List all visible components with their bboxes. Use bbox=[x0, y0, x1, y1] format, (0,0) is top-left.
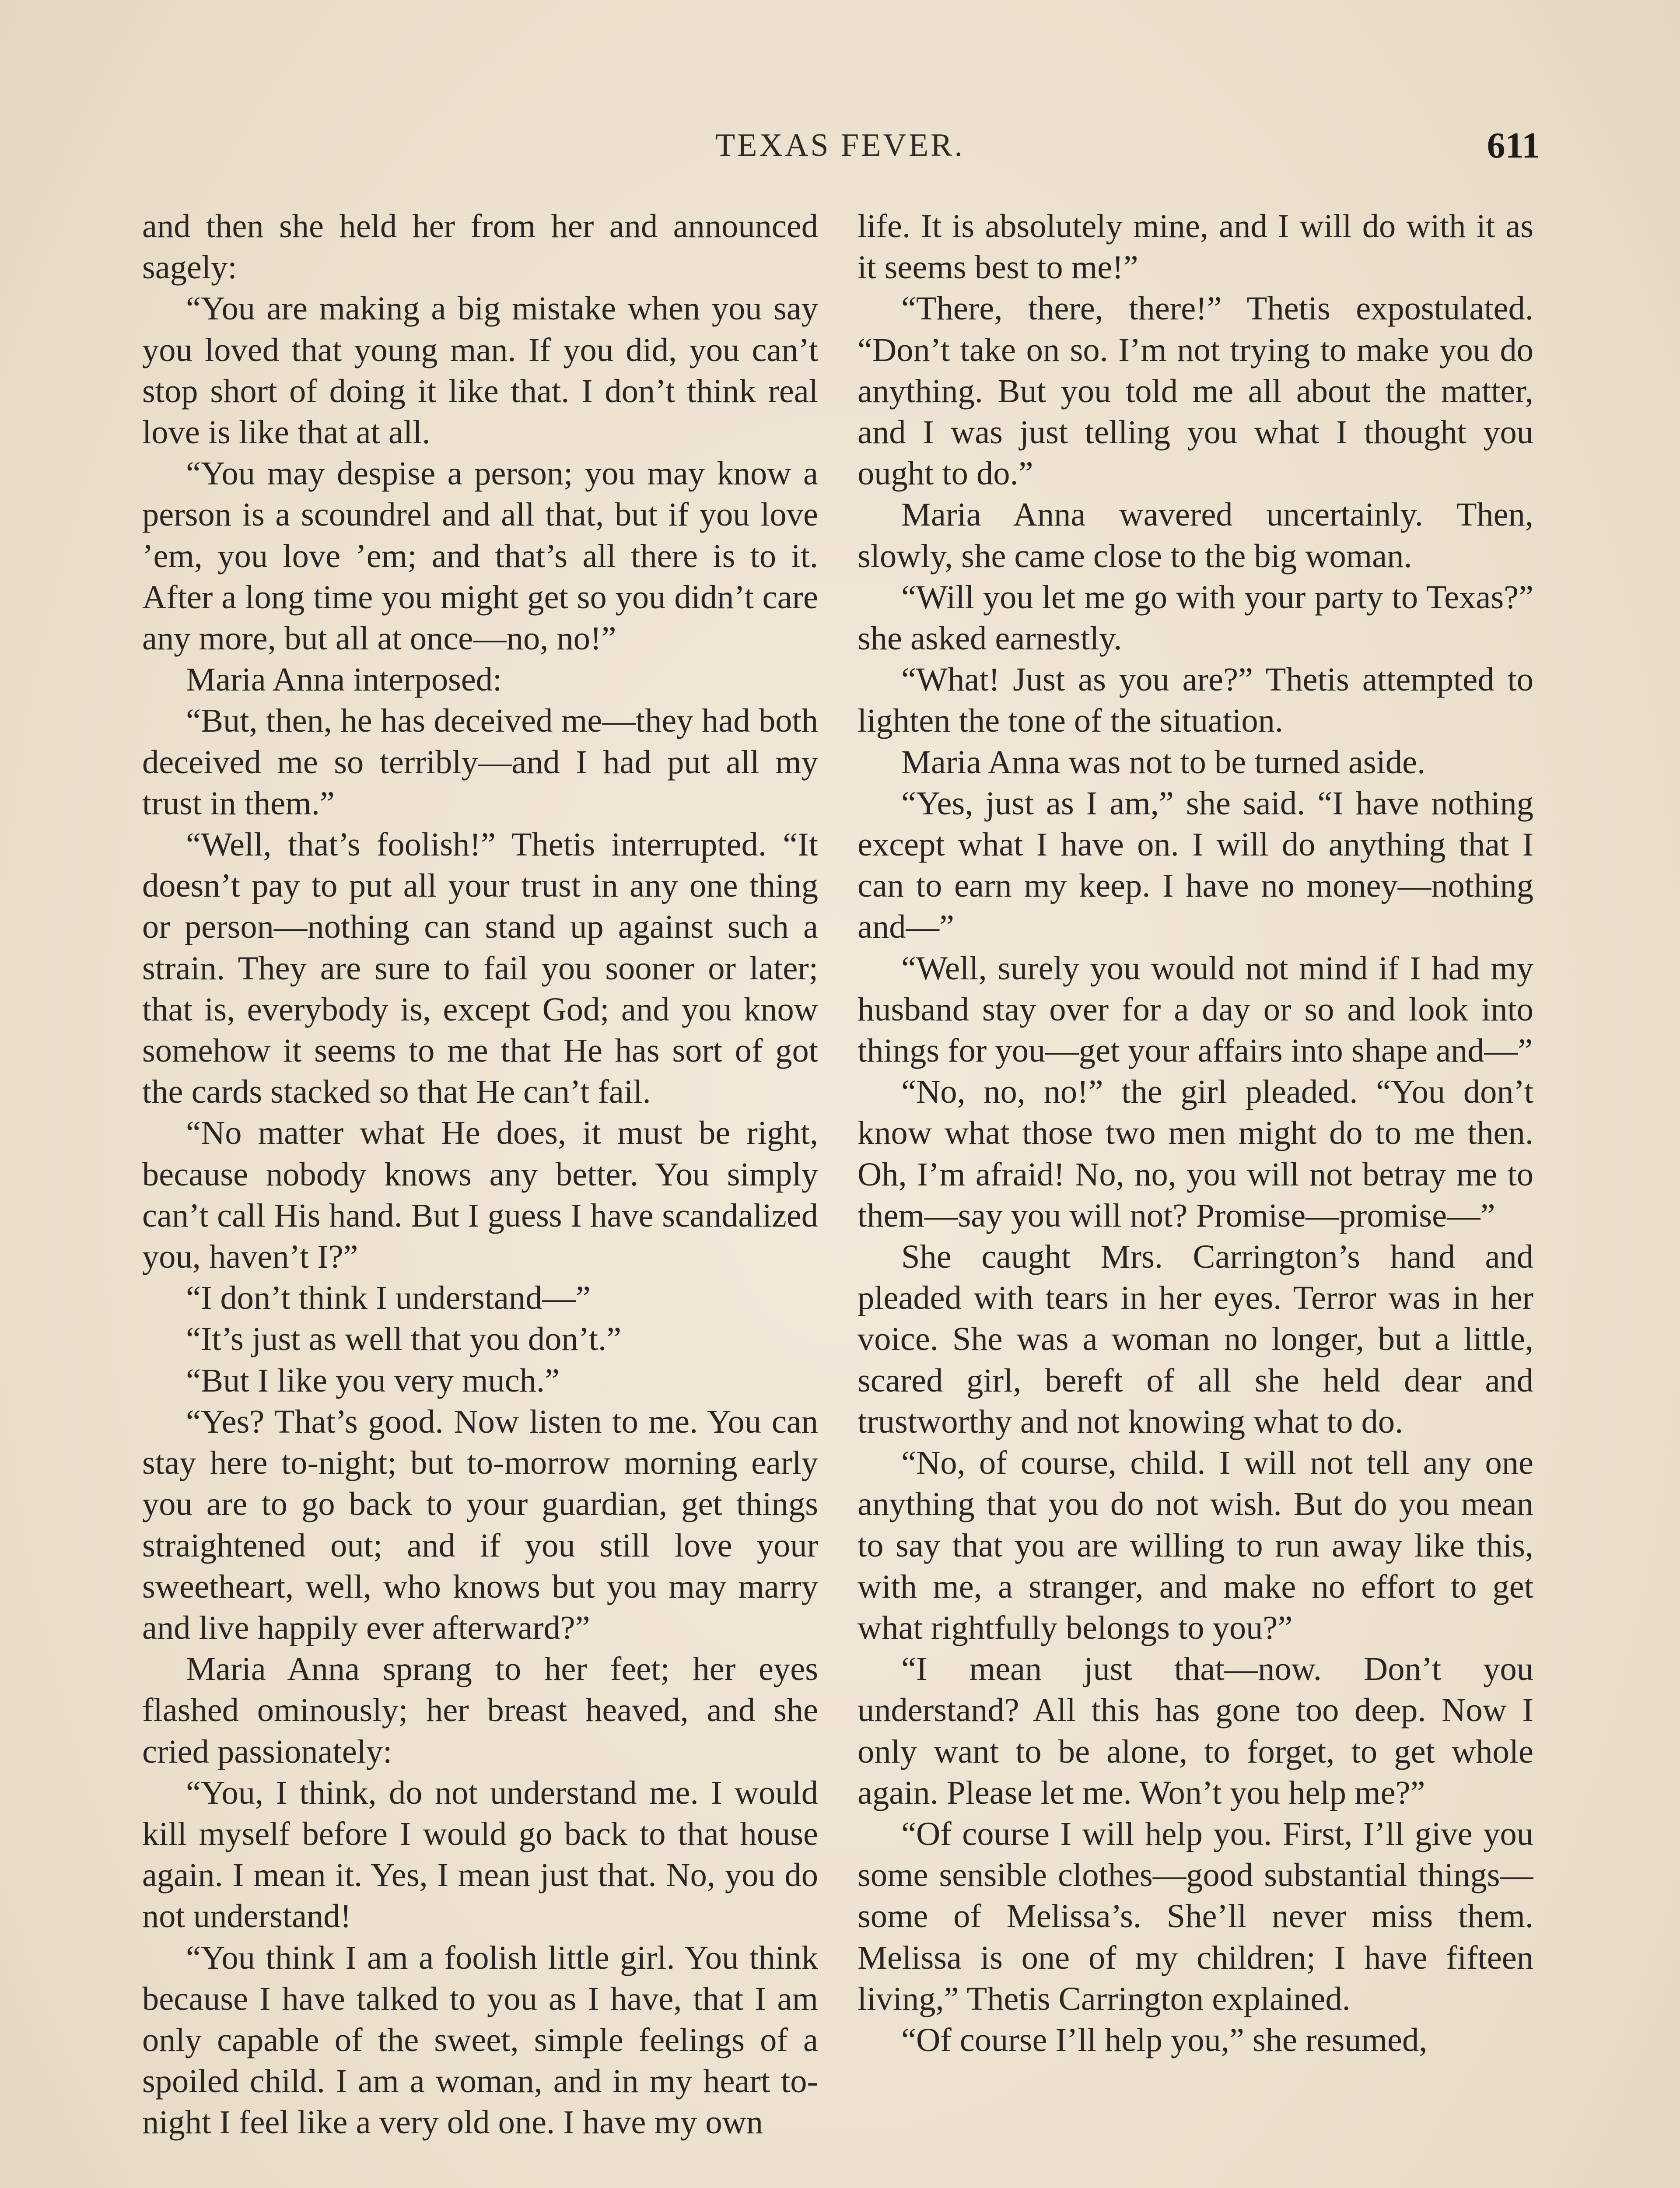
paragraph: “But, then, he has deceived me—they had both deceived me so terribly—and I had put all my trust in them.” bbox=[142, 702, 818, 822]
paragraph: “Yes, just as I am,” she said. “I have nothing except what I have on. I will do anything that I can to earn my keep. I have no money—nothing and—” bbox=[858, 784, 1533, 946]
paragraph: “Well, that’s foolish!” Thetis interrupted. “It doesn’t pay to put all your trust in any one thing or person—nothing can stand up against such a strain. They are sure to fail you sooner or later; that is, everybody is, except God; and you know somehow it seems to me that He has sort of got the cards stacked so that He can’t fail. bbox=[142, 826, 818, 1111]
paragraph: “Of course I will help you. First, I’ll give you some sensible clothes—good substantial things—some of Melissa’s. She’ll never miss them. Melissa is one of my children; I have fifteen living,” Thetis Carrington explained. bbox=[858, 1815, 1533, 2017]
paragraph: “You are making a big mistake when you say you loved that young man. If you did, you can’t stop short of doing it like that. I don’t think real love is like that at all. bbox=[142, 290, 818, 451]
paragraph: and then she held her from her and announced sagely: bbox=[142, 207, 818, 286]
paragraph: Maria Anna sprang to her feet; her eyes flashed ominously; her breast heaved, and she cried passionately: bbox=[142, 1650, 818, 1770]
paragraph: “But I like you very much.” bbox=[186, 1361, 560, 1399]
paragraph: “Yes? That’s good. Now listen to me. You can stay here to-night; but to-morrow morning early you are to go back to your guardian, get things straightened out; and if you still love your sweetheart, well, who knows but you may marry and live happily ever afterward?” bbox=[142, 1403, 818, 1646]
paragraph: “There, there, there!” Thetis expostulated. “Don’t take on so. I’m not trying to make you do anything. But you told me all about the matter, and I was just telling you what I thought you ought to do.” bbox=[858, 290, 1533, 492]
paragraph: “Will you let me go with your party to Texas?” she asked earnestly. bbox=[858, 578, 1533, 657]
paragraph: Maria Anna wavered uncertainly. Then, slowly, she came close to the big woman. bbox=[858, 496, 1533, 575]
paragraph: “You, I think, do not understand me. I would kill myself before I would go back to that house again. I mean it. Yes, I mean just that. No, you do not understand! bbox=[142, 1774, 818, 1935]
paragraph: “No matter what He does, it must be right, because nobody knows any better. You simply can’t call His hand. But I guess I have scandalized you, haven’t I?” bbox=[142, 1114, 818, 1276]
paragraph: “No, of course, child. I will not tell any one anything that you do not wish. But do you mean to say that you are willing to run away like this, with me, a stranger, and make no effort to get what rightfully belongs to you?” bbox=[858, 1444, 1533, 1646]
right-column bbox=[858, 206, 1533, 2188]
page-number: 611 bbox=[1487, 125, 1540, 166]
paragraph: “No, no, no!” the girl pleaded. “You don’t know what those two men might do to me then. Oh, I’m afraid! No, no, you will not betray me to them—say you will not? Promise—promise—” bbox=[858, 1073, 1533, 1234]
paragraph: “You think I am a foolish little girl. You think because I have talked to you as I have, that I am only capable of the sweet, simple feelings of a spoiled child. I am a woman, and in my heart to-night I feel like a very old one. I have my own bbox=[142, 1939, 818, 2141]
paragraph: “Well, surely you would not mind if I had my husband stay over for a day or so and look into things for you—get your affairs into shape and—” bbox=[858, 949, 1533, 1069]
left-column bbox=[142, 206, 818, 2188]
paragraph: “Of course I’ll help you,” she resumed, bbox=[901, 2021, 1428, 2058]
text-columns bbox=[142, 206, 1533, 2188]
paragraph: life. It is absolutely mine, and I will do with it as it seems best to me!” bbox=[858, 207, 1533, 286]
paragraph: “I don’t think I understand—” bbox=[186, 1279, 591, 1317]
paragraph: “What! Just as you are?” Thetis attempted to lighten the tone of the situation. bbox=[858, 661, 1533, 740]
paragraph: She caught Mrs. Carrington’s hand and pleaded with tears in her eyes. Terror was in her voice. She was a woman no longer, but a little, scared girl, bereft of all she held dear and trustworthy and not knowing what to do. bbox=[858, 1238, 1533, 1440]
paragraph: Maria Anna was not to be turned aside. bbox=[901, 743, 1426, 781]
page-header bbox=[140, 127, 1540, 179]
paragraph: “It’s just as well that you don’t.” bbox=[186, 1320, 622, 1358]
paragraph: “I mean just that—now. Don’t you understand? All this has gone too deep. Now I only want to be alone, to forget, to get whole again. Please let me. Won’t you help me?” bbox=[858, 1650, 1533, 1811]
paragraph: “You may despise a person; you may know a person is a scoundrel and all that, but if you love ’em, you love ’em; and that’s all there is to it. After a long time you might get so you didn’t care any more, but all at once—no, no!” bbox=[142, 455, 818, 657]
running-title: TEXAS FEVER. bbox=[715, 127, 965, 163]
paragraph: Maria Anna interposed: bbox=[186, 661, 502, 698]
